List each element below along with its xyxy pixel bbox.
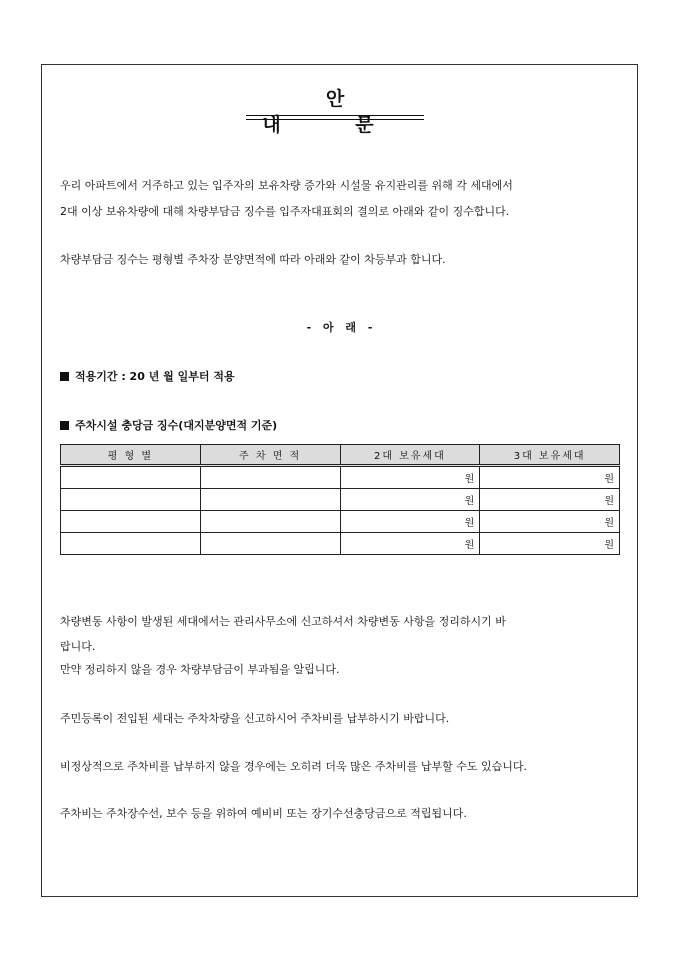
abnormal-payment-note: 비정상적으로 주차비를 납부하지 않을 경우에는 오히려 더욱 많은 주차비를 납부할 수도 있습니다. bbox=[60, 760, 527, 773]
table-cell: 원 bbox=[340, 489, 480, 511]
change-note-line-2: 랍니다. bbox=[60, 640, 96, 653]
header-two-cars: 2대 보유세대 bbox=[340, 445, 480, 466]
table-cell: 원 bbox=[480, 489, 620, 511]
table-cell bbox=[61, 511, 201, 533]
header-three-cars: 3대 보유세대 bbox=[480, 445, 620, 466]
change-note-line-3: 만약 정리하지 않을 경우 차량부담금이 부과됨을 알립니다. bbox=[60, 663, 340, 676]
table-row bbox=[61, 511, 620, 533]
square-bullet-icon bbox=[60, 372, 69, 381]
table-row bbox=[61, 466, 620, 489]
intro-line-2: 2대 이상 보유차량에 대해 차량부담금 징수를 입주자대표회의 결의로 아래와 같이 징수합니다. bbox=[60, 205, 510, 218]
usage-note: 주차비는 주차장수선, 보수 등을 위하여 예비비 또는 장기수선충당금으로 적립됩니다. bbox=[60, 807, 467, 820]
table-header-row bbox=[61, 445, 620, 466]
table-cell: 원 bbox=[480, 533, 620, 555]
table-cell bbox=[200, 511, 340, 533]
header-parking-area: 주 차 면 적 bbox=[200, 445, 340, 466]
section-heading bbox=[60, 417, 277, 435]
resident-note: 주민등록이 전입된 세대는 주차차량을 신고하시어 주차비를 납부하시기 바랍니다. bbox=[60, 712, 450, 725]
table-cell: 원 bbox=[480, 466, 620, 489]
table-cell: 원 bbox=[480, 511, 620, 533]
table-cell bbox=[61, 466, 201, 489]
table-cell: 원 bbox=[340, 466, 480, 489]
basis-paragraph: 차량부담금 징수는 평형별 주차장 분양면적에 따라 아래와 같이 차등부과 합니다. bbox=[60, 253, 446, 266]
intro-line-1: 우리 아파트에서 거주하고 있는 입주자의 보유차량 증가와 시설물 유지관리를 위해 각 세대에서 bbox=[60, 179, 513, 192]
table-cell bbox=[61, 489, 201, 511]
fee-table bbox=[60, 444, 620, 555]
square-bullet-icon bbox=[60, 421, 69, 430]
table-cell: 원 bbox=[340, 511, 480, 533]
change-note-line-1: 차량변동 사항이 발생된 세대에서는 관리사무소에 신고하셔서 차량변동 사항을 정리하시기 바 bbox=[60, 615, 506, 628]
table-cell bbox=[200, 533, 340, 555]
title-double-underline bbox=[246, 115, 424, 120]
table-cell: 원 bbox=[340, 533, 480, 555]
table-row bbox=[61, 489, 620, 511]
below-heading: - 아 래 - bbox=[306, 321, 373, 334]
section-heading-text: 주차시설 충당금 징수(대지분양면적 기준) bbox=[75, 419, 278, 432]
header-area-type: 평 형 별 bbox=[61, 445, 201, 466]
table-cell bbox=[200, 466, 340, 489]
table-cell bbox=[61, 533, 201, 555]
document-title: 안 내 문 bbox=[262, 88, 408, 136]
period-text: 적용기간 : 20 년 월 일부터 적용 bbox=[75, 370, 235, 383]
period-line bbox=[60, 368, 235, 386]
table-row bbox=[61, 533, 620, 555]
table-cell bbox=[200, 489, 340, 511]
